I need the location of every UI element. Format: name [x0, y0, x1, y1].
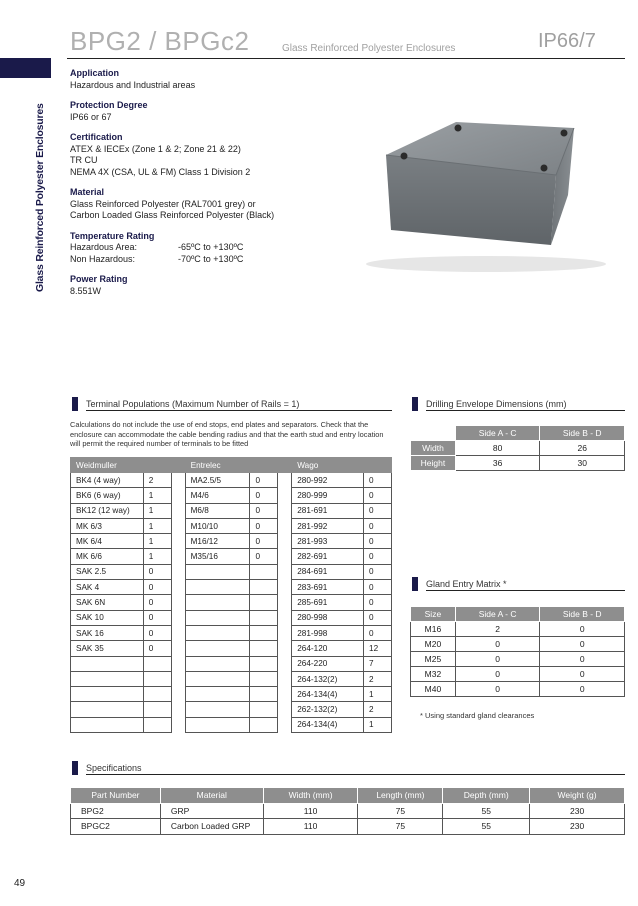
power-label: Power Rating	[70, 274, 128, 284]
terminal-row: SAK 6N 0 285-691 0	[71, 595, 392, 610]
terminal-row: MK 6/6 1 M35/16 0 282-691 0	[71, 549, 392, 564]
drilling-header-row	[411, 426, 625, 441]
certification-line: ATEX & IECEx (Zone 1 & 2; Zone 21 & 22)	[70, 143, 241, 154]
material-label: Material	[70, 187, 105, 197]
side-ac-header: Side A - C	[455, 426, 540, 441]
application-value: Hazardous and Industrial areas	[70, 79, 196, 90]
specifications-header-row: Part Number Material Width (mm) Length (mm) Depth (mm) Weight (g)	[71, 788, 625, 804]
gland-table	[410, 606, 625, 697]
terminal-row: SAK 2.5 0 284-691 0	[71, 564, 392, 579]
terminal-row: 262-132(2) 2	[71, 702, 392, 717]
side-bd-header: Side B - D	[540, 426, 625, 441]
material-line: Carbon Loaded Glass Reinforced Polyester (Black)	[70, 210, 275, 220]
page-number: 49	[14, 878, 26, 889]
terminal-row: SAK 35 0 264-120 12	[71, 641, 392, 656]
temperature-row: Hazardous Area: -65ºC to +130ºC	[70, 242, 244, 252]
terminal-note: Calculations do not include the use of end stops, end plates and separators. Check that the enclosure can accommodate the cable bending radius and that the earth stud and entry location will permit the required number of terminals to be fitted	[70, 420, 384, 448]
terminal-section-heading: Terminal Populations (Maximum Number of Rails = 1)	[72, 399, 392, 411]
specifications-table	[70, 787, 625, 835]
terminal-header-row	[71, 458, 392, 473]
terminal-row: SAK 4 0 283-691 0	[71, 580, 392, 595]
drilling-row: Width 80 26	[411, 441, 625, 456]
terminal-row: BK4 (4 way) 2 MA2.5/5 0 280-992 0	[71, 473, 392, 488]
power-value: 8.551W	[70, 285, 102, 296]
drilling-row: Height 36 30	[411, 456, 625, 471]
gland-row: M40 0 0	[411, 682, 625, 697]
specifications-row: BPG2 GRP 110 75 55 230	[71, 803, 625, 819]
entrelec-header: Entrelec	[185, 458, 278, 473]
specifications-heading: Specifications	[72, 763, 625, 775]
certification-line: NEMA 4X (CSA, UL & FM) Class 1 Division 2	[70, 166, 251, 177]
drilling-table	[410, 425, 625, 471]
application-label: Application	[70, 68, 119, 78]
certification-label: Certification	[70, 132, 123, 142]
terminal-row: MK 6/3 1 M10/10 0 281-992 0	[71, 518, 392, 533]
terminal-row: BK12 (12 way) 1 M6/8 0 281-691 0	[71, 503, 392, 518]
specifications-row: BPGC2 Carbon Loaded GRP 110 75 55 230	[71, 819, 625, 835]
side-title: Glass Reinforced Polyester Enclosures	[34, 103, 46, 292]
temperature-row: Non Hazardous: -70ºC to +130ºC	[70, 253, 244, 264]
gland-row: M20 0 0	[411, 637, 625, 652]
title-divider	[67, 58, 625, 59]
page-title: BPG2 / BPGc2	[70, 26, 250, 56]
terminal-row: SAK 16 0 281-998 0	[71, 625, 392, 640]
terminal-row: 264-132(2) 2	[71, 671, 392, 686]
terminal-row: SAK 10 0 280-998 0	[71, 610, 392, 625]
page-subtitle: Glass Reinforced Polyester Enclosures	[282, 43, 456, 54]
gland-row: M25 0 0	[411, 652, 625, 667]
gland-header-row: Size Side A - C Side B - D	[411, 607, 625, 622]
terminal-row: MK 6/4 1 M16/12 0 281-993 0	[71, 534, 392, 549]
ip-rating: IP66/7	[538, 30, 596, 52]
material-line: Glass Reinforced Polyester (RAL7001 grey) or	[70, 198, 256, 209]
terminal-row: 264-134(4) 1	[71, 687, 392, 702]
enclosure-photo	[346, 80, 626, 280]
terminal-row: BK6 (6 way) 1 M4/6 0 280-999 0	[71, 488, 392, 503]
terminal-table	[70, 457, 392, 733]
terminal-row: 264-220 7	[71, 656, 392, 671]
protection-value: IP66 or 67	[70, 111, 112, 122]
gland-row: M16 2 0	[411, 622, 625, 637]
wago-header: Wago	[292, 458, 392, 473]
terminal-row: 264-134(4) 1	[71, 717, 392, 732]
weidmuller-header: Weidmuller	[71, 458, 172, 473]
drilling-section-heading: Drilling Envelope Dimensions (mm)	[412, 399, 625, 411]
gland-footnote: * Using standard gland clearances	[420, 711, 535, 720]
gland-section-heading: Gland Entry Matrix *	[412, 579, 625, 591]
side-tab	[0, 58, 51, 78]
gland-row: M32 0 0	[411, 667, 625, 682]
temperature-label: Temperature Rating	[70, 230, 155, 241]
product-info	[70, 68, 340, 306]
protection-label: Protection Degree	[70, 100, 148, 110]
certification-line: TR CU	[70, 155, 98, 165]
